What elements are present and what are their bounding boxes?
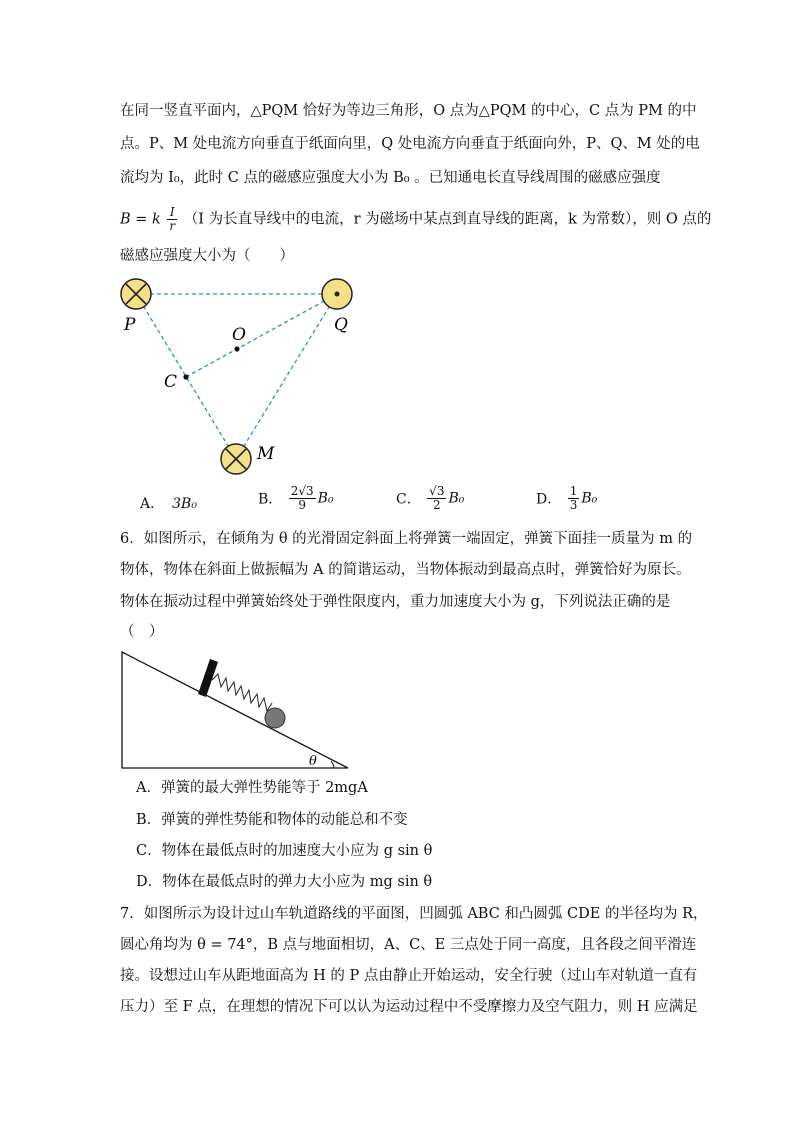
- option-d-label: D．: [536, 491, 562, 508]
- q6-incline-figure: [118, 648, 354, 772]
- option-d-num: 1: [569, 484, 578, 498]
- q5-line-4: [120, 206, 711, 233]
- q6-line-3: 物体在振动过程中弹簧始终处于弹性限度内，重力加速度大小为 g，下列说法正确的是: [120, 594, 671, 610]
- q5-option-b: [258, 485, 334, 512]
- q5-line-1: 在同一竖直平面内，△PQM 恰好为等边三角形，O 点为△PQM 的中心，C 点为 PM 的中: [120, 103, 697, 119]
- q6-line-1: 6．如图所示，在倾角为 θ 的光滑固定斜面上将弹簧一端固定，弹簧下面挂一质量为 m 的: [120, 531, 693, 547]
- q6-option-a: A．弹簧的最大弹性势能等于 2mgA: [136, 780, 368, 796]
- label-q: Q: [334, 315, 348, 335]
- label-theta: θ: [309, 754, 317, 769]
- point-o: [234, 346, 239, 351]
- q6-line-4: （ ）: [120, 624, 164, 640]
- q5-option-d: [536, 485, 597, 512]
- wire-m-into-page: [221, 444, 251, 474]
- q7-line-4: 压力）至 F 点，在理想的情况下可以认为运动过程中不受摩擦力及空气阻力，则 H 应满足: [120, 999, 698, 1015]
- q5-line-5: 磁感应强度大小为（ ）: [120, 248, 294, 264]
- q5-option-a: [140, 493, 197, 513]
- option-c-den: 2: [432, 498, 441, 512]
- option-b-den: 9: [298, 498, 307, 512]
- spring: [212, 674, 272, 711]
- oscillating-ball: [265, 708, 285, 728]
- option-b-fraction: [289, 485, 316, 512]
- theta-arc: [331, 761, 334, 768]
- option-b-label: B．: [258, 491, 283, 508]
- q6-option-b: B．弹簧的弹性势能和物体的动能总和不变: [136, 812, 408, 828]
- label-o: O: [232, 325, 246, 345]
- option-b-tail: B₀: [317, 490, 334, 507]
- q6-option-d: D．物体在最低点时的弹力大小应为 mg sin θ: [136, 874, 433, 890]
- option-c-label: C．: [396, 491, 421, 508]
- option-d-den: 3: [569, 498, 578, 512]
- option-c-tail: B₀: [448, 490, 465, 507]
- option-c-fraction: [427, 485, 446, 512]
- option-d-tail: B₀: [581, 490, 598, 507]
- q6-option-c: C．物体在最低点时的加速度大小应为 g sin θ: [136, 843, 433, 859]
- q7-line-1: 7．如图所示为设计过山车轨道路线的平面图，凹圆弧 ABC 和凸圆弧 CDE 的半径均为 R，: [120, 906, 708, 922]
- q5-line-3: 流均为 I₀，此时 C 点的磁感应强度大小为 B₀ 。已知通电长直导线周围的磁感应强度: [120, 170, 661, 186]
- option-d-fraction: [568, 485, 580, 512]
- point-c: [183, 374, 188, 379]
- q5-line-4-rest: （I 为长直导线中的电流，r 为磁场中某点到直导线的距离，k 为常数），则 O 点的: [183, 211, 712, 228]
- frac-numerator: I: [167, 206, 177, 220]
- spring-wall-block: [198, 659, 218, 697]
- wire-q-out-of-page: [322, 279, 352, 309]
- option-c-num: √3: [429, 484, 445, 498]
- frac-denominator: r: [169, 219, 176, 233]
- q5-option-c: [396, 485, 464, 512]
- incline-triangle: [122, 652, 348, 768]
- option-a-label: A．: [140, 496, 165, 512]
- option-b-num: 2√3: [290, 484, 314, 498]
- q7-line-2: 圆心角均为 θ = 74°，B 点与地面相切，A、C、E 三点处于同一高度，且各段之间平滑连: [120, 937, 697, 953]
- formula-prefix: B = k: [120, 211, 161, 228]
- wire-p-into-page: [121, 279, 151, 309]
- formula-fraction: [167, 206, 177, 233]
- q6-line-2: 物体，物体在斜面上做振幅为 A 的简谐运动，当物体振动到最高点时，弹簧恰好为原长。: [120, 562, 691, 578]
- label-c: C: [164, 372, 178, 392]
- q5-triangle-figure: [112, 272, 372, 482]
- label-m: M: [257, 444, 275, 464]
- label-p: P: [124, 315, 136, 335]
- q7-line-3: 接。设想过山车从距地面高为 H 的 P 点由静止开始运动，安全行驶（过山车对轨道一直有: [120, 968, 698, 984]
- option-a-value: 3B₀: [172, 496, 197, 512]
- q5-line-2: 点。P、M 处电流方向垂直于纸面向里，Q 处电流方向垂直于纸面向外，P、Q、M 处的电: [120, 136, 700, 152]
